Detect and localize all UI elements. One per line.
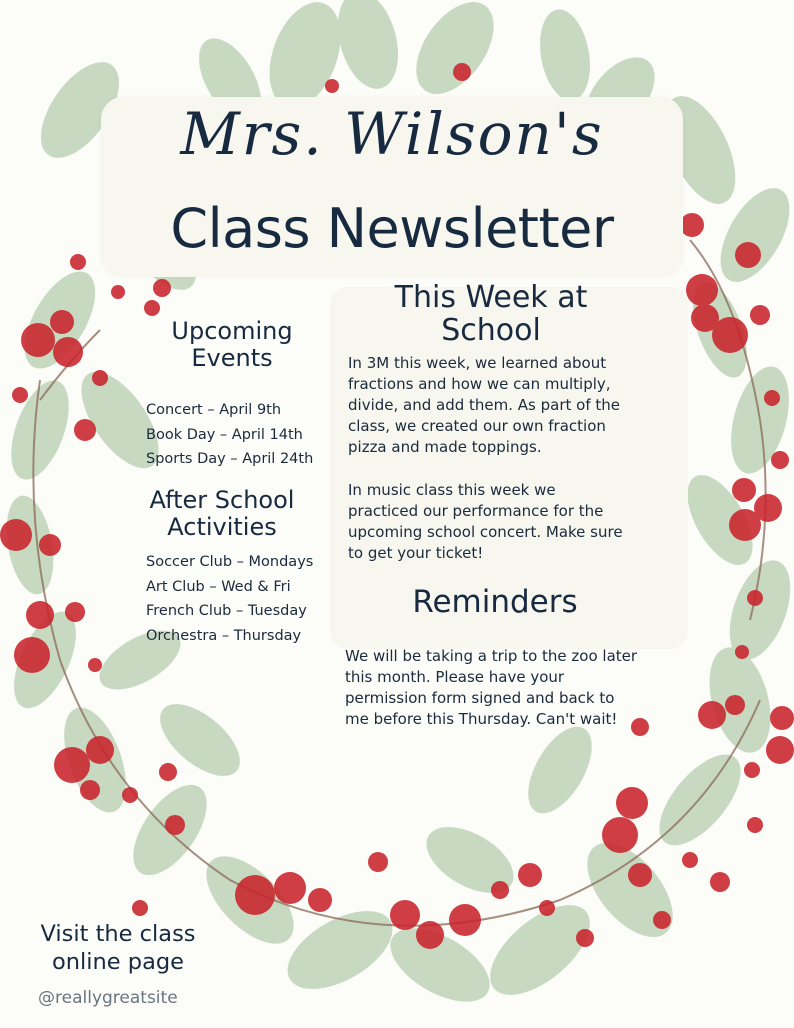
visit-line1: Visit the class (40, 921, 196, 947)
after-school-heading-line1: After School (149, 486, 295, 514)
text-line: divide, and add them. As part of the (348, 396, 620, 414)
text-line: pizza and made toppings. (348, 438, 542, 456)
reminders-heading: Reminders (412, 584, 578, 620)
list-item: Concert – April 9th (146, 402, 282, 418)
this-week-heading (330, 281, 652, 347)
text-line: class, we created our own fraction (348, 417, 606, 435)
newsletter-owner-title: Mrs. Wilson's (180, 100, 604, 168)
after-school-list (146, 550, 313, 648)
visit-class-page-callout (18, 920, 218, 976)
text-line: permission form signed and back to (345, 689, 615, 707)
text-line: this month. Please have your (345, 668, 565, 686)
text-line: We will be taking a trip to the zoo later (345, 647, 638, 665)
list-item: Sports Day – April 24th (146, 451, 314, 467)
text-line: to get your ticket! (348, 544, 484, 562)
this-week-heading-line2: School (441, 313, 541, 348)
list-item: Art Club – Wed & Fri (146, 578, 291, 595)
text-line: practiced our performance for the (348, 502, 604, 520)
upcoming-events-heading (152, 318, 312, 372)
list-item: Orchestra – Thursday (146, 627, 302, 644)
after-school-heading-line2: Activities (167, 513, 277, 541)
upcoming-heading-line2: Events (191, 344, 273, 372)
list-item: Soccer Club – Mondays (146, 554, 314, 570)
text-line: In 3M this week, we learned about (348, 354, 607, 372)
upcoming-heading-line1: Upcoming (171, 317, 293, 345)
upcoming-events-list (146, 398, 313, 472)
newsletter-title: Class Newsletter (170, 197, 614, 260)
text-line: fractions and how we can multiply, (348, 375, 611, 393)
text-line: me before this Thursday. Can't wait! (345, 710, 618, 728)
text-line: In music class this week we (348, 481, 556, 499)
this-week-heading-line1: This Week at (394, 280, 588, 315)
reminders-paragraph (345, 646, 637, 730)
this-week-paragraph-2 (348, 480, 623, 564)
this-week-paragraph-1 (348, 353, 620, 458)
visit-line2: online page (52, 949, 184, 975)
list-item: Book Day – April 14th (146, 426, 303, 443)
website-link[interactable]: @reallygreatsite (38, 988, 178, 1008)
list-item: French Club – Tuesday (146, 603, 307, 619)
text-line: upcoming school concert. Make sure (348, 523, 623, 541)
after-school-heading (132, 487, 312, 541)
